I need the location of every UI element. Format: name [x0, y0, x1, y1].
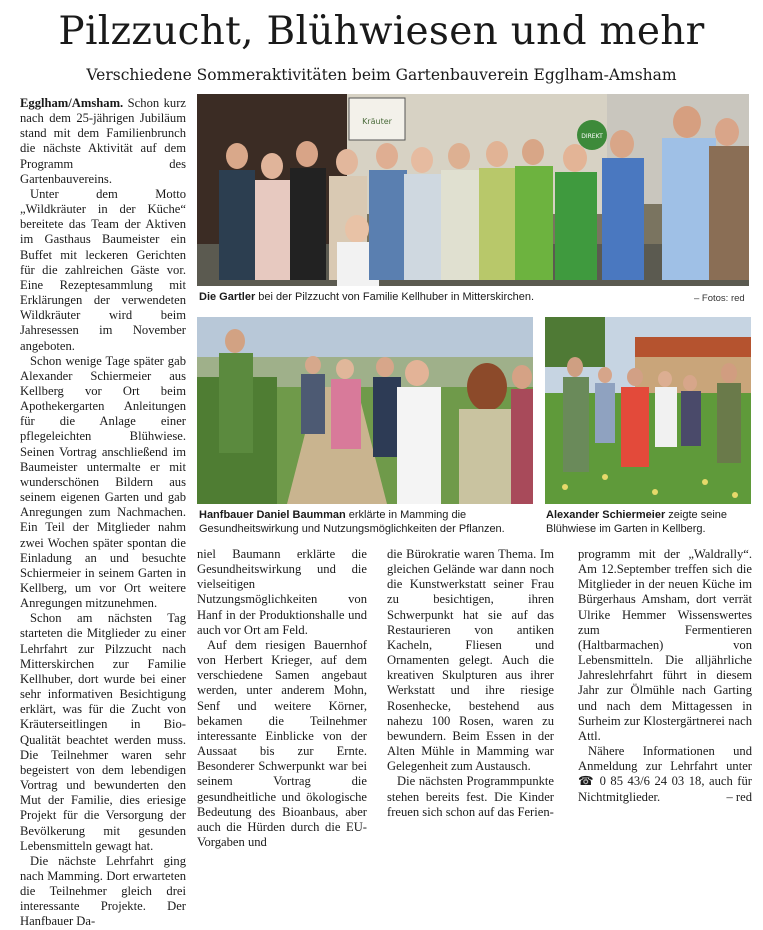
- caption-text: bei der Pilzzucht von Familie Kellhuber in Mitterskirchen.: [255, 291, 535, 303]
- caption-bold: Hanfbauer Daniel Baumman: [199, 509, 346, 521]
- paragraph-text: Schon kurz nach dem 25-jährigen Jubiläum stand mit dem Familienbrunch die nächste Aktivität auf dem Programm des Gartenbauvereins.: [20, 96, 186, 186]
- photo-caption-top: [199, 290, 639, 304]
- paragraph: Die nächste Lehrfahrt ging nach Mamming. Dort erwarteten die Teilnehmer gleich drei interessante Projekte. Der Hanfbauer Da-: [20, 853, 186, 929]
- photo-badge-text: DIREKT: [581, 133, 603, 140]
- subheadline: Verschiedene Sommeraktivitäten beim Gartenbauverein Egglham-Amsham: [86, 66, 677, 84]
- paragraph: Unter dem Motto „Wildkräuter in der Küche“ bereitete das Team der Aktiven im Gasthaus Baumeister ein Buffet mit leckeren Gerichten für die zahlreichen Gäste vor. Eine Rezeptesammlung mit Erklärungen der verwendeten Wildkräuter wird beim Jahresessen im November angeboten.: [20, 186, 186, 353]
- caption-text: erklärte in Mamming die Gesundheitswirkung und Nutzungsmöglichkeiten der Pflanzen.: [199, 509, 505, 535]
- photo-sign-text: Kräuter: [362, 117, 392, 126]
- article-column-4: [578, 547, 752, 805]
- paragraph: programm mit der „Waldrally“. Am 12.September treffen sich die Mitglieder in der neuen Küche im Bürgerhaus Amsham, dort verrät Ulrike Hemmer Wissenswertes zum Fermentieren (Haltbarmachen) von Lebensmitteln. Die alljährliche Jahreslehrfahrt führt in diesem Jahr zur Ölmühle nach Garting und nach dem Mittagessen in Surheim zur Klostergärtnerei nach Attl.: [578, 547, 752, 743]
- paragraph: [578, 744, 752, 805]
- photo-credit: – Fotos: red: [694, 293, 745, 304]
- photo-group-pilzzucht: [197, 94, 749, 286]
- photo-bluehwiese: [545, 317, 751, 504]
- dateline: Egglham/Amsham.: [20, 96, 124, 110]
- paragraph: Die nächsten Programmpunkte stehen bereits fest. Die Kinder freuen sich schon auf das Ferien-: [387, 774, 554, 819]
- photo-caption-right: [546, 508, 752, 536]
- paragraph: [20, 96, 186, 187]
- caption-bold: Alexander Schiermeier: [546, 509, 666, 521]
- article-column-2: [197, 547, 367, 850]
- caption-bold: Die Gartler: [199, 291, 256, 303]
- paragraph: niel Baumann erklärte die Gesundheitswirkung und die vielseitigen Nutzungsmöglichkeiten von Hanf in der Produktionshalle und auch vor Ort am Feld.: [197, 547, 367, 637]
- article-column-1: [20, 96, 186, 930]
- author-signature: – red: [726, 789, 752, 804]
- paragraph-text: auch für Nichtmitglieder.: [578, 774, 752, 804]
- photo-hanfbauer: [197, 317, 533, 504]
- paragraph: Schon wenige Tage später gab Alexander Schiermeier aus Kellberg vor Ort beim Apothekergarten Anleitungen für die Anlage einer pflegeleichten Blühwiese. Seinen Vortrag anschließend im Baumeister untermalte er mit wunderschönen Bildern aus seinem eigenen Garten und gab Anregungen zum Nachmachen. Ein Teil der Mitglieder nahm zwei Wochen später spontan die Einladung an und besuchte Schiermeier in seinem Garten in Kellberg, um vor Ort weitere Anregungen mitzunehmen.: [20, 353, 186, 611]
- paragraph: Schon am nächsten Tag starteten die Mitglieder zu einer Lehrfahrt zur Pilzzucht nach Mitterskirchen zur Familie Kellhuber, dort wurde bei einer sehr informativen Besichtigung erklärt, was für die Zucht von Kräuterseitlingen in Bio-Qualität beachtet werden muss. Die Teilnehmer waren sehr begeistert von dem lebendigen Vortrag und bewunderten den Mut der Familie, dies eriesige Projekt für die Versorgung der Bevölkerung mit gesunden Lebensmitteln gewagt hat.: [20, 611, 186, 853]
- phone-number: ☎ 0 85 43/6 24 03 18,: [578, 774, 705, 789]
- caption-text: zeigte seine Blühwiese im Garten in Kellberg.: [546, 509, 727, 535]
- article-column-3: [387, 547, 554, 820]
- paragraph: die Bürokratie waren Thema. Im gleichen Gelände war dann noch die Kunstwerkstatt seiner Frau zu besichtigen, ihren Schwerpunkt hat sie auf das Restaurieren von antiken Kacheln, Fliesen und Ornamenten gelegt. Auch die kreativen Skulpturen aus ihrer Werkstatt und ihre riesige Rosenhecke, bestehend aus nahezu 100 Rosen, waren zu bewundern. Beim Essen in der Alten Mühle in Mamming war Gelegenheit zum Austausch.: [387, 547, 554, 774]
- photo-caption-left: [199, 508, 533, 536]
- headline: Pilzzucht, Blühwiesen und mehr: [58, 9, 705, 54]
- paragraph: Auf dem riesigen Bauernhof von Herbert Krieger, auf dem verschiedene Samen angebaut werden, unter anderem Mohn, Senf und weitere Körner, bekamen die Teilnehmer interessante Einblicke von der Aussaat bis zur Ernte. Besonderer Schwerpunkt war bei seinem Vortrag die gesundheitliche und ökologische Bedeutung des Bioanbaus, aber auch die Hürden durch die EU-Vorgaben und: [197, 637, 367, 849]
- paragraph-text: Nähere Informationen und Anmeldung zur Lehrfahrt unter: [578, 744, 752, 774]
